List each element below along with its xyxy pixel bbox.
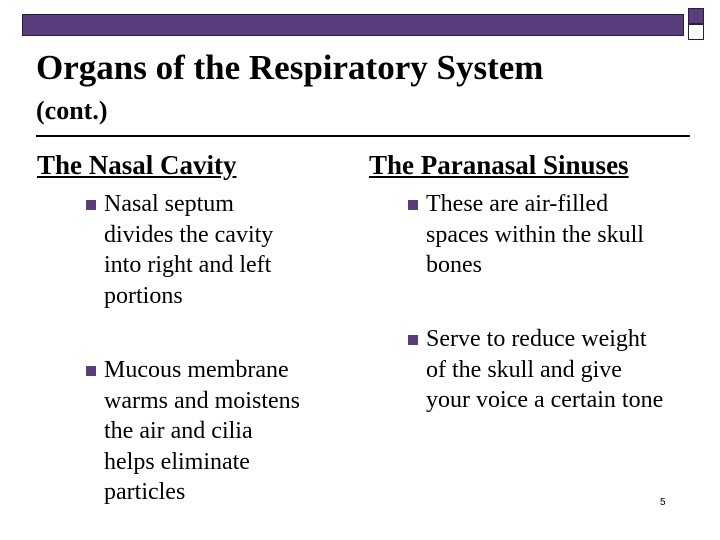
square-bullet-icon — [86, 366, 96, 376]
corner-square-outline — [688, 24, 704, 40]
left-column-heading: The Nasal Cavity — [37, 150, 237, 180]
square-bullet-icon — [408, 200, 418, 210]
square-bullet-icon — [408, 335, 418, 345]
bullet-text: Mucous membrane warms and moistens the air and cilia helps eliminate particles — [104, 357, 300, 505]
right-column-heading: The Paranasal Sinuses — [369, 150, 629, 180]
title-bar-decoration — [22, 14, 684, 36]
slide-subtitle: (cont.) — [36, 96, 108, 125]
corner-square-filled — [688, 8, 704, 24]
bullet-text: These are air-filled spaces within the skull bones — [426, 191, 644, 278]
slide-title: Organs of the Respiratory System — [36, 48, 544, 87]
page-number: 5 — [660, 497, 666, 508]
square-bullet-icon — [86, 200, 96, 210]
bullet-text: Nasal septum divides the cavity into right and left portions — [104, 191, 274, 309]
title-divider — [36, 135, 690, 137]
bullet-text: Serve to reduce weight of the skull and give your voice a certain tone — [426, 326, 664, 413]
